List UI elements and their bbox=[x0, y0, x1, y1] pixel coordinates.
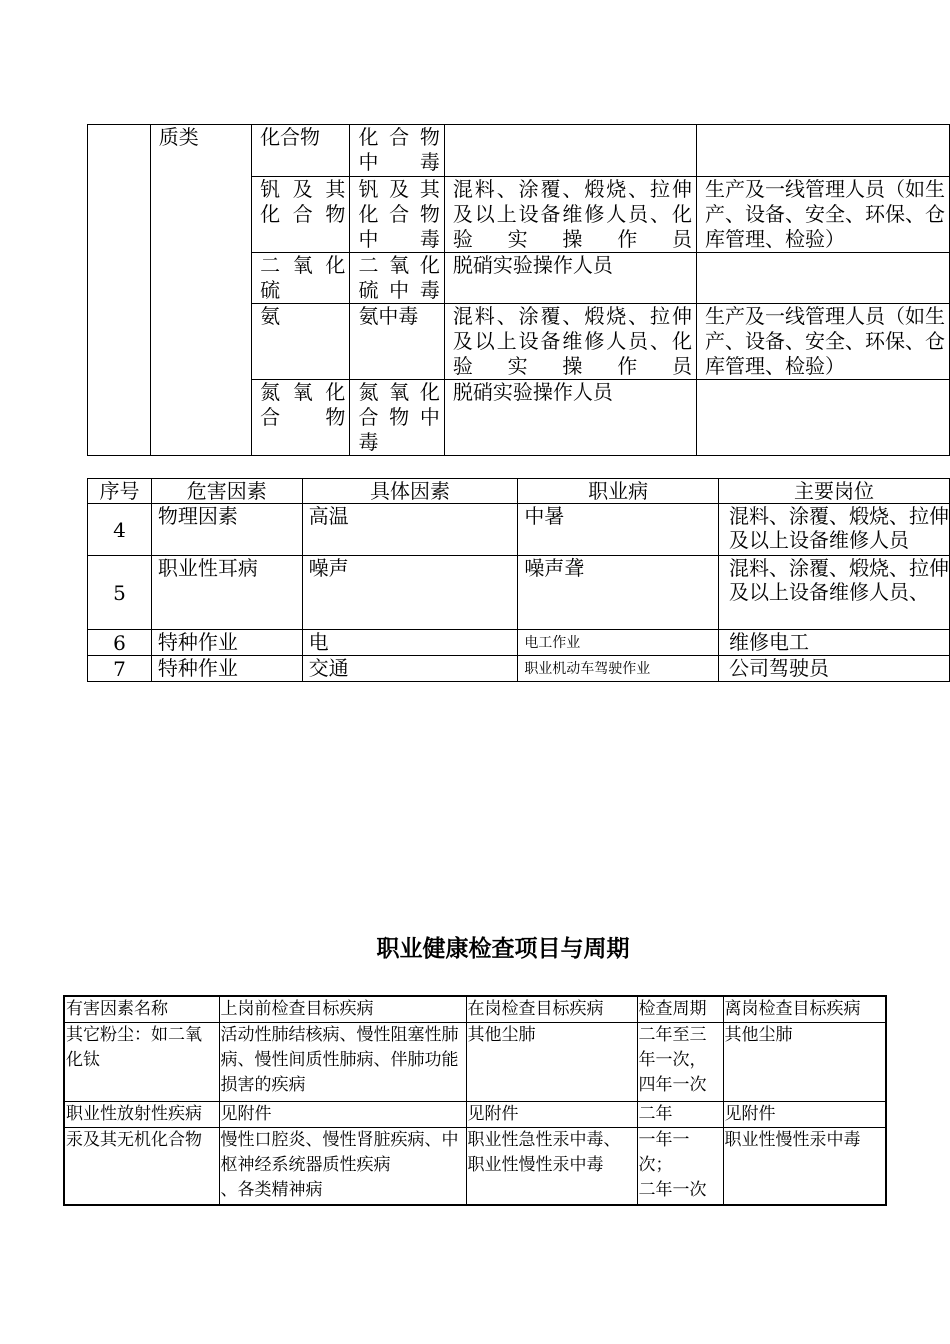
row-name: 汞及其无机化合物 bbox=[64, 1128, 219, 1205]
disease-cell: 钒 及 其 化 合 物 中毒 bbox=[350, 177, 444, 253]
staff-text: 生产及一线管理人员（如生产、设备、安全、环保、仓库管理、检验） bbox=[704, 304, 945, 378]
row-hazard: 特种作业 bbox=[151, 630, 302, 656]
staff-cell bbox=[696, 380, 949, 456]
row-post bbox=[718, 504, 949, 556]
header-name: 有害因素名称 bbox=[64, 996, 219, 1023]
posts-cell: 脱硝实验操作人员 bbox=[444, 253, 696, 304]
blank-cell bbox=[88, 125, 151, 456]
row-hazard: 特种作业 bbox=[151, 656, 302, 682]
row-post bbox=[718, 556, 949, 630]
row-post: 公司驾驶员 bbox=[718, 656, 949, 682]
staff-text: 生产及一线管理人员（如生产、设备、安全、环保、仓库管理、检验） bbox=[704, 177, 945, 251]
row-no: 6 bbox=[88, 630, 152, 656]
header-no: 序号 bbox=[88, 479, 152, 504]
row-on: 见附件 bbox=[466, 1102, 637, 1128]
row-name: 职业性放射性疾病 bbox=[64, 1102, 219, 1128]
posts-cell: 混料、涂覆、煅烧、拉伸及以上设备维修人员、化验实操作员 bbox=[444, 304, 696, 380]
row-post: 职业性慢性汞中毒 bbox=[723, 1128, 886, 1205]
disease-cell: 二 氧 化 硫中毒 bbox=[350, 253, 444, 304]
health-check-table bbox=[63, 995, 887, 1206]
row-no: 5 bbox=[88, 556, 152, 630]
row-post-text: 混料、涂覆、煅烧、拉伸及以上设备维修人员 bbox=[728, 504, 949, 552]
category-cell: 质类 bbox=[150, 125, 251, 456]
row-no: 7 bbox=[88, 656, 152, 682]
disease-cell: 氮 氧 化 合 物 中 毒 bbox=[350, 380, 444, 456]
row-cycle: 二年 bbox=[637, 1102, 723, 1128]
hazard-post-table bbox=[87, 478, 950, 682]
factor-cell: 钒 及 其 化合物 bbox=[252, 177, 350, 253]
posts-cell: 混料、涂覆、煅烧、拉伸及以上设备维修人员、化验实操作员 bbox=[444, 177, 696, 253]
row-post: 维修电工 bbox=[718, 630, 949, 656]
disease-cell: 氨中毒 bbox=[350, 304, 444, 380]
row-post: 见附件 bbox=[723, 1102, 886, 1128]
section-title: 职业健康检查项目与周期 bbox=[376, 936, 630, 962]
row-specific: 电 bbox=[302, 630, 518, 656]
row-name: 其它粉尘：如二氧化钛 bbox=[64, 1023, 219, 1102]
staff-cell bbox=[696, 125, 949, 177]
header-post: 主要岗位 bbox=[718, 479, 949, 504]
row-pre: 慢性口腔炎、慢性肾脏疾病、中枢神经系统器质性疾病 、各类精神病 bbox=[219, 1128, 466, 1205]
row-cycle: 二年至三年一次，四年一次 bbox=[637, 1023, 723, 1102]
row-post-text: 混料、涂覆、煅烧、拉伸及以上设备维修人员、 bbox=[728, 556, 949, 604]
factor-cell: 二 氧 化 硫 bbox=[252, 253, 350, 304]
posts-cell: 脱硝实验操作人员 bbox=[444, 380, 696, 456]
row-on: 其他尘肺 bbox=[466, 1023, 637, 1102]
factor-cell: 氮 氧 化 合物 bbox=[252, 380, 350, 456]
header-pre: 上岗前检查目标疾病 bbox=[219, 996, 466, 1023]
row-cycle: 一年一次； 二年一次 bbox=[637, 1128, 723, 1205]
staff-cell bbox=[696, 304, 949, 380]
row-hazard: 物理因素 bbox=[151, 504, 302, 556]
row-specific: 高温 bbox=[302, 504, 518, 556]
row-hazard: 职业性耳病 bbox=[151, 556, 302, 630]
disease-cell: 化 合 物 中毒 bbox=[350, 125, 444, 177]
row-disease: 中暑 bbox=[518, 504, 719, 556]
header-disease: 职业病 bbox=[518, 479, 719, 504]
hazard-table-continued bbox=[87, 124, 950, 456]
header-cycle: 检查周期 bbox=[637, 996, 723, 1023]
header-post: 离岗检查目标疾病 bbox=[723, 996, 886, 1023]
row-disease: 电工作业 bbox=[518, 630, 719, 656]
row-no: 4 bbox=[88, 504, 152, 556]
staff-cell bbox=[696, 253, 949, 304]
row-post: 其他尘肺 bbox=[723, 1023, 886, 1102]
header-specific: 具体因素 bbox=[302, 479, 518, 504]
row-specific: 交通 bbox=[302, 656, 518, 682]
posts-cell bbox=[444, 125, 696, 177]
row-pre: 见附件 bbox=[219, 1102, 466, 1128]
row-disease: 噪声聋 bbox=[518, 556, 719, 630]
header-on: 在岗检查目标疾病 bbox=[466, 996, 637, 1023]
header-hazard: 危害因素 bbox=[151, 479, 302, 504]
row-on: 职业性急性汞中毒、职业性慢性汞中毒 bbox=[466, 1128, 637, 1205]
factor-cell: 化合物 bbox=[252, 125, 350, 177]
factor-cell: 氨 bbox=[252, 304, 350, 380]
staff-cell bbox=[696, 177, 949, 253]
row-specific: 噪声 bbox=[302, 556, 518, 630]
row-pre: 活动性肺结核病、慢性阻塞性肺病、慢性间质性肺病、伴肺功能损害的疾病 bbox=[219, 1023, 466, 1102]
row-disease: 职业机动车驾驶作业 bbox=[518, 656, 719, 682]
